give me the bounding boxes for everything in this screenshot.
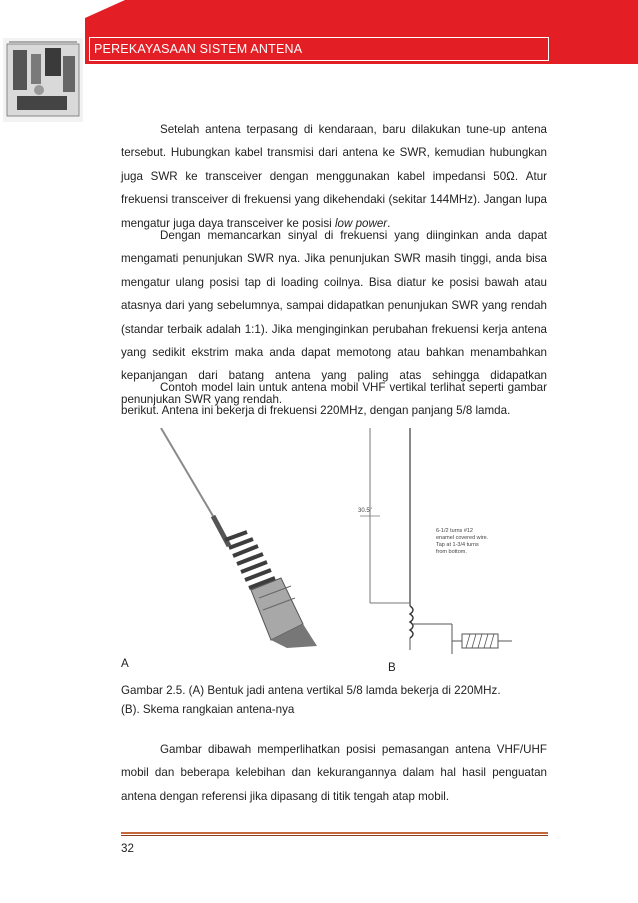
header-corner-cut — [85, 0, 125, 18]
paragraph-vhf-model-text: Contoh model lain untuk antena mobil VHF vertikal terlihat seperti gambar berikut. Antena ini bekerja di frekuensi 220MHz, dengan panjang 5/8 lamda. — [121, 381, 547, 418]
paragraph-tuneup-end: . — [387, 216, 391, 230]
schematic-note-3: Tap at 1-3/4 turns — [436, 542, 479, 548]
schematic-note-2: enamel covered wire. — [436, 535, 489, 541]
antenna-photo — [121, 428, 349, 648]
figure-caption-line1: Gambar 2.5. (A) Bentuk jadi antena vertikal 5/8 lamda bekerja di 220MHz. — [121, 684, 501, 697]
low-power-emphasis: low power — [334, 216, 388, 230]
circuit-board-logo — [3, 38, 83, 122]
antenna-schematic — [352, 428, 548, 656]
schematic-note-4: from bottom. — [436, 549, 467, 555]
paragraph-swr-text: Dengan memancarkan sinyal di frekuensi yang diinginkan anda dapat mengamati penunjukan SWR nya. Jika penunjukan SWR masih tinggi, anda bisa mengatur ulang posisi tap di loading coilnya. Bisa diatur ke posisi bawah atau atasnya dari yang sebelumnya, sampai didapatkan penunjukan SWR yang rendah (standar terbaik adalah 1:1). Jika menginginkan perubahan frekuensi kerja antena yang sedikit ekstrim maka anda dapat memotong atau bahkan menambahkan kepanjangan dari batang antena yang paling atas sehingga didapatkan penunjukan SWR yang rendah. — [121, 229, 547, 406]
dimension-label: 30.5" — [358, 508, 372, 514]
paragraph-tuneup — [121, 118, 547, 235]
paragraph-vhf-model — [121, 376, 547, 423]
figure-label-b: B — [388, 661, 396, 674]
footer-rule — [121, 832, 548, 834]
paragraph-tuneup-text: Setelah antena terpasang di kendaraan, baru dilakukan tune-up antena tersebut. Hubungkan kabel transmisi dari antena ke SWR, kemudian hubungkan juga SWR ke transceiver dengan menggunakan kabel impedansi 50Ω. Atur frekuensi transceiver di frekuensi yang dikehendaki (sekitar 144MHz). Jangan lupa mengatur juga daya transceiver ke posisi — [121, 123, 547, 230]
paragraph-mounting — [121, 738, 547, 808]
figure-label-a: A — [121, 657, 129, 670]
paragraph-mounting-text: Gambar dibawah memperlihatkan posisi pemasangan antena VHF/UHF mobil dan beberapa kelebihan dan kekurangannya dalam hal hasil penguatan antena dengan referensi jika dipasang di titik tengah atap mobil. — [121, 743, 547, 803]
schematic-note-1: 6-1/2 turns #12 — [436, 528, 473, 534]
footer-rule-dark — [121, 835, 548, 836]
figure-caption-line2: (B). Skema rangkaian antena-nya — [121, 703, 295, 716]
page-number: 32 — [121, 842, 134, 855]
header-title: PEREKAYASAAN SISTEM ANTENA — [94, 42, 303, 56]
